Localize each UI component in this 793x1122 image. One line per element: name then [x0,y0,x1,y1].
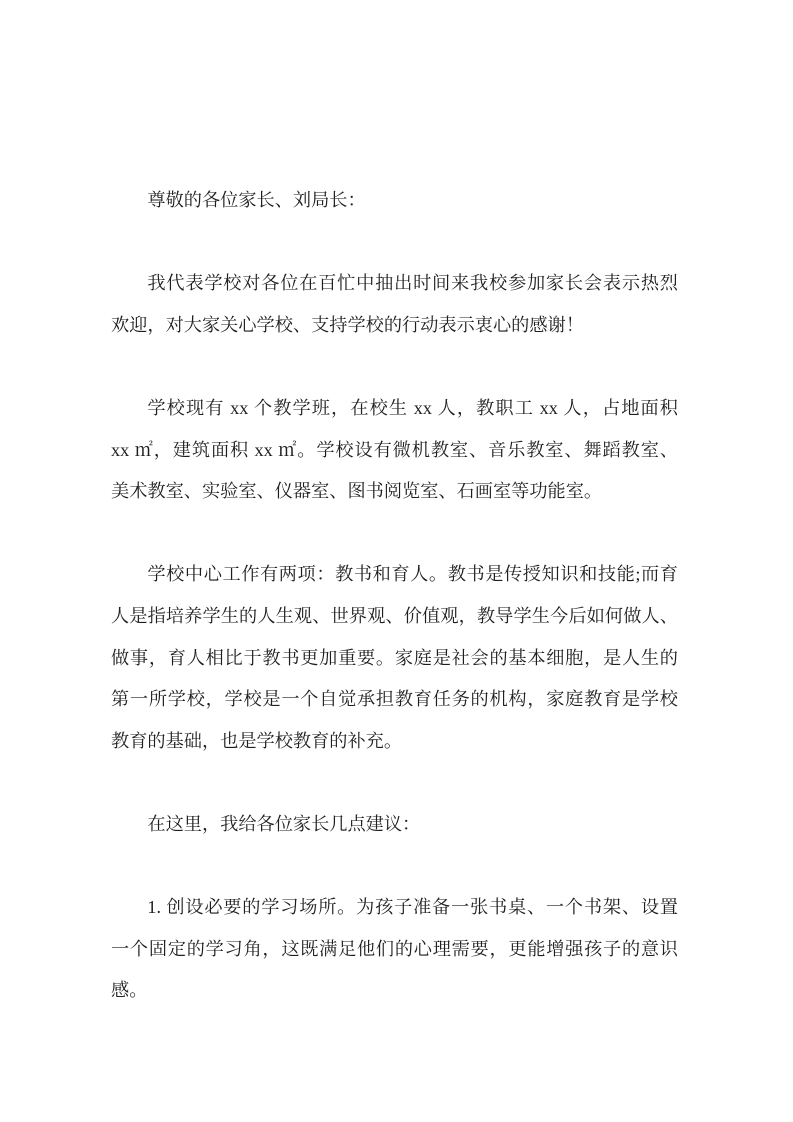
text-line: 美术教室、实验室、仪器室、图书阅览室、石画室等功能室。 [111,481,603,502]
text-line: 第一所学校，学校是一个自觉承担教育任务的机构，家庭教育是学校 [111,689,678,710]
paragraph-3-body [111,388,678,513]
document-body [111,180,678,1012]
paragraph-6-list-item [111,887,678,1012]
text-line: 做事，育人相比于教书更加重要。家庭是社会的基本细胞，是人生的 [111,647,678,668]
text-line: 一个固定的学习角，这既满足他们的心理需要，更能增强孩子的意识 [111,938,678,959]
text-line: 尊敬的各位家长、刘局长： [147,190,366,210]
paragraph-4-body [111,554,678,762]
text-line: 教育的基础，也是学校教育的补充。 [111,730,403,751]
text-line: 欢迎，对大家关心学校、支持学校的行动表示衷心的感谢！ [111,314,584,335]
text-line: 学校现有 xx 个教学班，在校生 xx 人，教职工 xx 人，占地面积 [147,397,678,418]
text-line: xx ㎡，建筑面积 xx ㎡。学校设有微机教室、音乐教室、舞蹈教室、 [111,439,678,460]
text-line: 感。 [111,980,148,1001]
text-line: 我代表学校对各位在百忙中抽出时间来我校参加家长会表示热烈 [147,273,678,294]
text-line: 学校中心工作有两项：教书和育人。教书是传授知识和技能;而育 [147,564,678,585]
text-line: 1. 创设必要的学习场所。为孩子准备一张书桌、一个书架、设置 [147,897,678,918]
paragraph-1-salutation [111,180,678,222]
paragraph-2-body [111,263,678,346]
paragraph-5-body [111,804,678,846]
text-line: 在这里，我给各位家长几点建议： [147,813,421,834]
text-line: 人是指培养学生的人生观、世界观、价值观，教导学生今后如何做人、 [111,605,678,626]
